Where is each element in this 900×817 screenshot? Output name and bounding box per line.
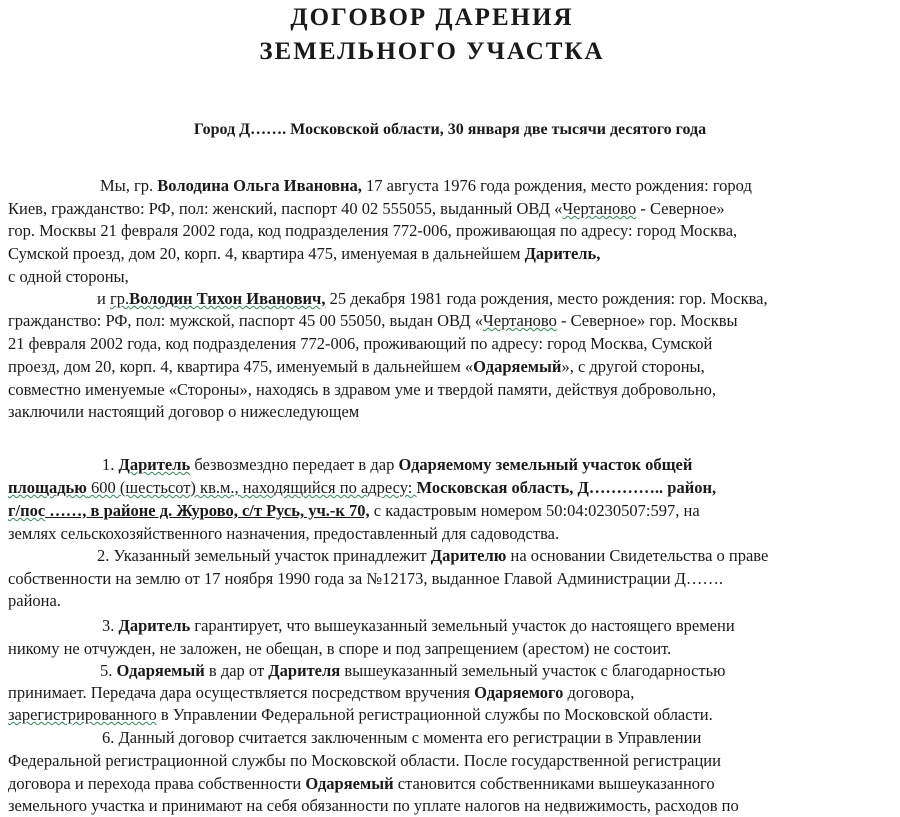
contract-line bbox=[8, 199, 725, 219]
line-text: Чертаново bbox=[562, 199, 637, 218]
line-text: в Управлении Федеральной регистрационной службы по Московской области. bbox=[156, 705, 713, 724]
bold-text: Одаряемый bbox=[305, 774, 394, 793]
line-text: земельного участка и принимают на себя обязанности по уплате налогов на недвижимость, расходов по bbox=[8, 796, 739, 815]
line-text: гарантирует, что вышеуказанный земельный участок до настоящего времени bbox=[190, 616, 735, 635]
line-text: договора, bbox=[563, 683, 635, 702]
bold-text: Володин Тихон Иванович, bbox=[129, 289, 326, 308]
document-title-line1: ДОГОВОР ДАРЕНИЯ bbox=[290, 4, 574, 31]
line-text: принимает. Передача дара осуществляется посредством вручения bbox=[8, 683, 475, 702]
contract-line bbox=[8, 311, 738, 331]
line-text: и bbox=[97, 289, 110, 308]
line-text: - Северное» bbox=[636, 199, 725, 218]
document-title-line2: ЗЕМЕЛЬНОГО УЧАСТКА bbox=[259, 38, 605, 65]
bold-text: Даритель bbox=[118, 616, 191, 635]
line-text: собственности на землю от 17 ноября 1990 года за №12173, выданное Главой Администрации Д……. bbox=[8, 569, 724, 588]
line-text: 17 августа 1976 года рождения, место рождения: город bbox=[361, 176, 752, 195]
line-text: Чертаново bbox=[483, 311, 557, 330]
contract-line bbox=[8, 705, 713, 725]
contract-line bbox=[8, 501, 700, 521]
city-date-line: Город Д……. Московской области, 30 января две тысячи десятого года bbox=[193, 121, 707, 138]
contract-line bbox=[8, 357, 705, 377]
bold-text: Одаряемый bbox=[473, 357, 562, 376]
contract-line bbox=[8, 683, 634, 703]
bold-text: Дарителю bbox=[430, 546, 507, 565]
line-text: гражданство: РФ, пол: мужской, паспорт 45 00 55050, выдан ОВД « bbox=[8, 311, 484, 330]
line-text: безвозмездно передает в дар bbox=[190, 455, 399, 474]
line-text: вышеуказанный земельный участок с благодарностью bbox=[340, 661, 726, 680]
line-text: гр. bbox=[109, 289, 130, 308]
contract-line bbox=[100, 176, 752, 196]
contract-line bbox=[8, 639, 671, 659]
line-text: гор. Москвы 21 февраля 2002 года, код подразделения 772-006, проживающая по адресу: город Москва, bbox=[8, 221, 738, 240]
line-text: Федеральной регистрационной службы по Московской области. После государственной регистрации bbox=[8, 751, 721, 770]
line-text: проезд, дом 20, корп. 4, квартира 475, именуемый в дальнейшем « bbox=[8, 357, 474, 376]
line-text: Киев, гражданство: РФ, пол: женский, паспорт 40 02 555055, выданный ОВД « bbox=[8, 199, 563, 218]
contract-line bbox=[8, 524, 559, 544]
line-text: зарегистрированного bbox=[8, 705, 157, 724]
line-text: 25 декабря 1981 года рождения, место рождения: гор. Москва, bbox=[325, 289, 768, 308]
line-text: - Северное» гор. Москвы bbox=[556, 311, 738, 330]
bold-text: Одаряемый bbox=[116, 661, 205, 680]
contract-line bbox=[8, 751, 721, 771]
contract-line bbox=[8, 221, 737, 241]
line-text: 600 (шестьсот) кв.м., находящийся по адресу: bbox=[86, 478, 417, 497]
line-text: становится собственниками вышеуказанного bbox=[393, 774, 715, 793]
bold-text: Одаряемого bbox=[474, 683, 564, 702]
bold-text: площадью bbox=[8, 478, 87, 497]
contract-line bbox=[97, 546, 768, 566]
bold-text: ……, в районе д. Журово, с/т Русь, уч.-к 70, bbox=[45, 501, 370, 520]
line-text: 5. bbox=[100, 661, 117, 680]
contract-line bbox=[102, 616, 735, 636]
bold-text: Дарителя bbox=[268, 661, 341, 680]
contract-line bbox=[8, 774, 715, 794]
bold-text: Даритель bbox=[118, 455, 191, 474]
bold-text: Володина Ольга Ивановна, bbox=[157, 176, 362, 195]
line-text: заключили настоящий договор о нижеследующем bbox=[8, 402, 360, 421]
line-text: с кадастровым номером 50:04:0230507:597, на bbox=[369, 501, 700, 520]
contract-line bbox=[8, 380, 716, 400]
bold-text: Одаряемому земельный участок общей bbox=[398, 455, 693, 474]
line-text: совместно именуемые «Стороны», находясь в здравом уме и твердой памяти, действуя добровольно, bbox=[8, 380, 717, 399]
line-text: никому не отчужден, не заложен, не обещан, в споре и под запрещением (арестом) не состоит. bbox=[8, 639, 672, 658]
bold-text: Даритель, bbox=[524, 244, 601, 263]
line-text: », с другой стороны, bbox=[561, 357, 705, 376]
contract-line bbox=[97, 289, 768, 309]
contract-line bbox=[8, 334, 712, 354]
line-text: в дар от bbox=[204, 661, 269, 680]
line-text: договора и перехода права собственности bbox=[8, 774, 306, 793]
contract-line bbox=[100, 661, 726, 681]
contract-line bbox=[8, 796, 739, 816]
contract-line bbox=[8, 591, 61, 611]
line-text: 1. bbox=[102, 455, 119, 474]
bold-text: г/пос bbox=[8, 501, 46, 520]
line-text: с одной стороны, bbox=[8, 267, 129, 286]
line-text: землях сельскохозяйственного назначения, предоставленный для садоводства. bbox=[8, 524, 560, 543]
line-text: 3. bbox=[102, 616, 119, 635]
contract-line bbox=[102, 455, 692, 475]
line-text: Сумской проезд, дом 20, корп. 4, квартира 475, именуемая в дальнейшем bbox=[8, 244, 525, 263]
bold-text: Московская область, Д………….. район, bbox=[416, 478, 717, 497]
line-text: Мы, гр. bbox=[100, 176, 158, 195]
contract-line bbox=[8, 244, 600, 264]
line-text: на основании Свидетельства о праве bbox=[506, 546, 769, 565]
contract-line bbox=[8, 569, 723, 589]
line-text: 6. Данный договор считается заключенным с момента его регистрации в Управлении bbox=[102, 728, 702, 747]
line-text: 2. Указанный земельный участок принадлежит bbox=[97, 546, 431, 565]
line-text: района. bbox=[8, 591, 61, 610]
contract-line bbox=[8, 267, 129, 287]
contract-line bbox=[8, 402, 359, 422]
contract-line bbox=[8, 478, 716, 498]
contract-line bbox=[102, 728, 701, 748]
line-text: 21 февраля 2002 года, код подразделения 772-006, проживающий по адресу: город Москва, Сумской bbox=[8, 334, 713, 353]
